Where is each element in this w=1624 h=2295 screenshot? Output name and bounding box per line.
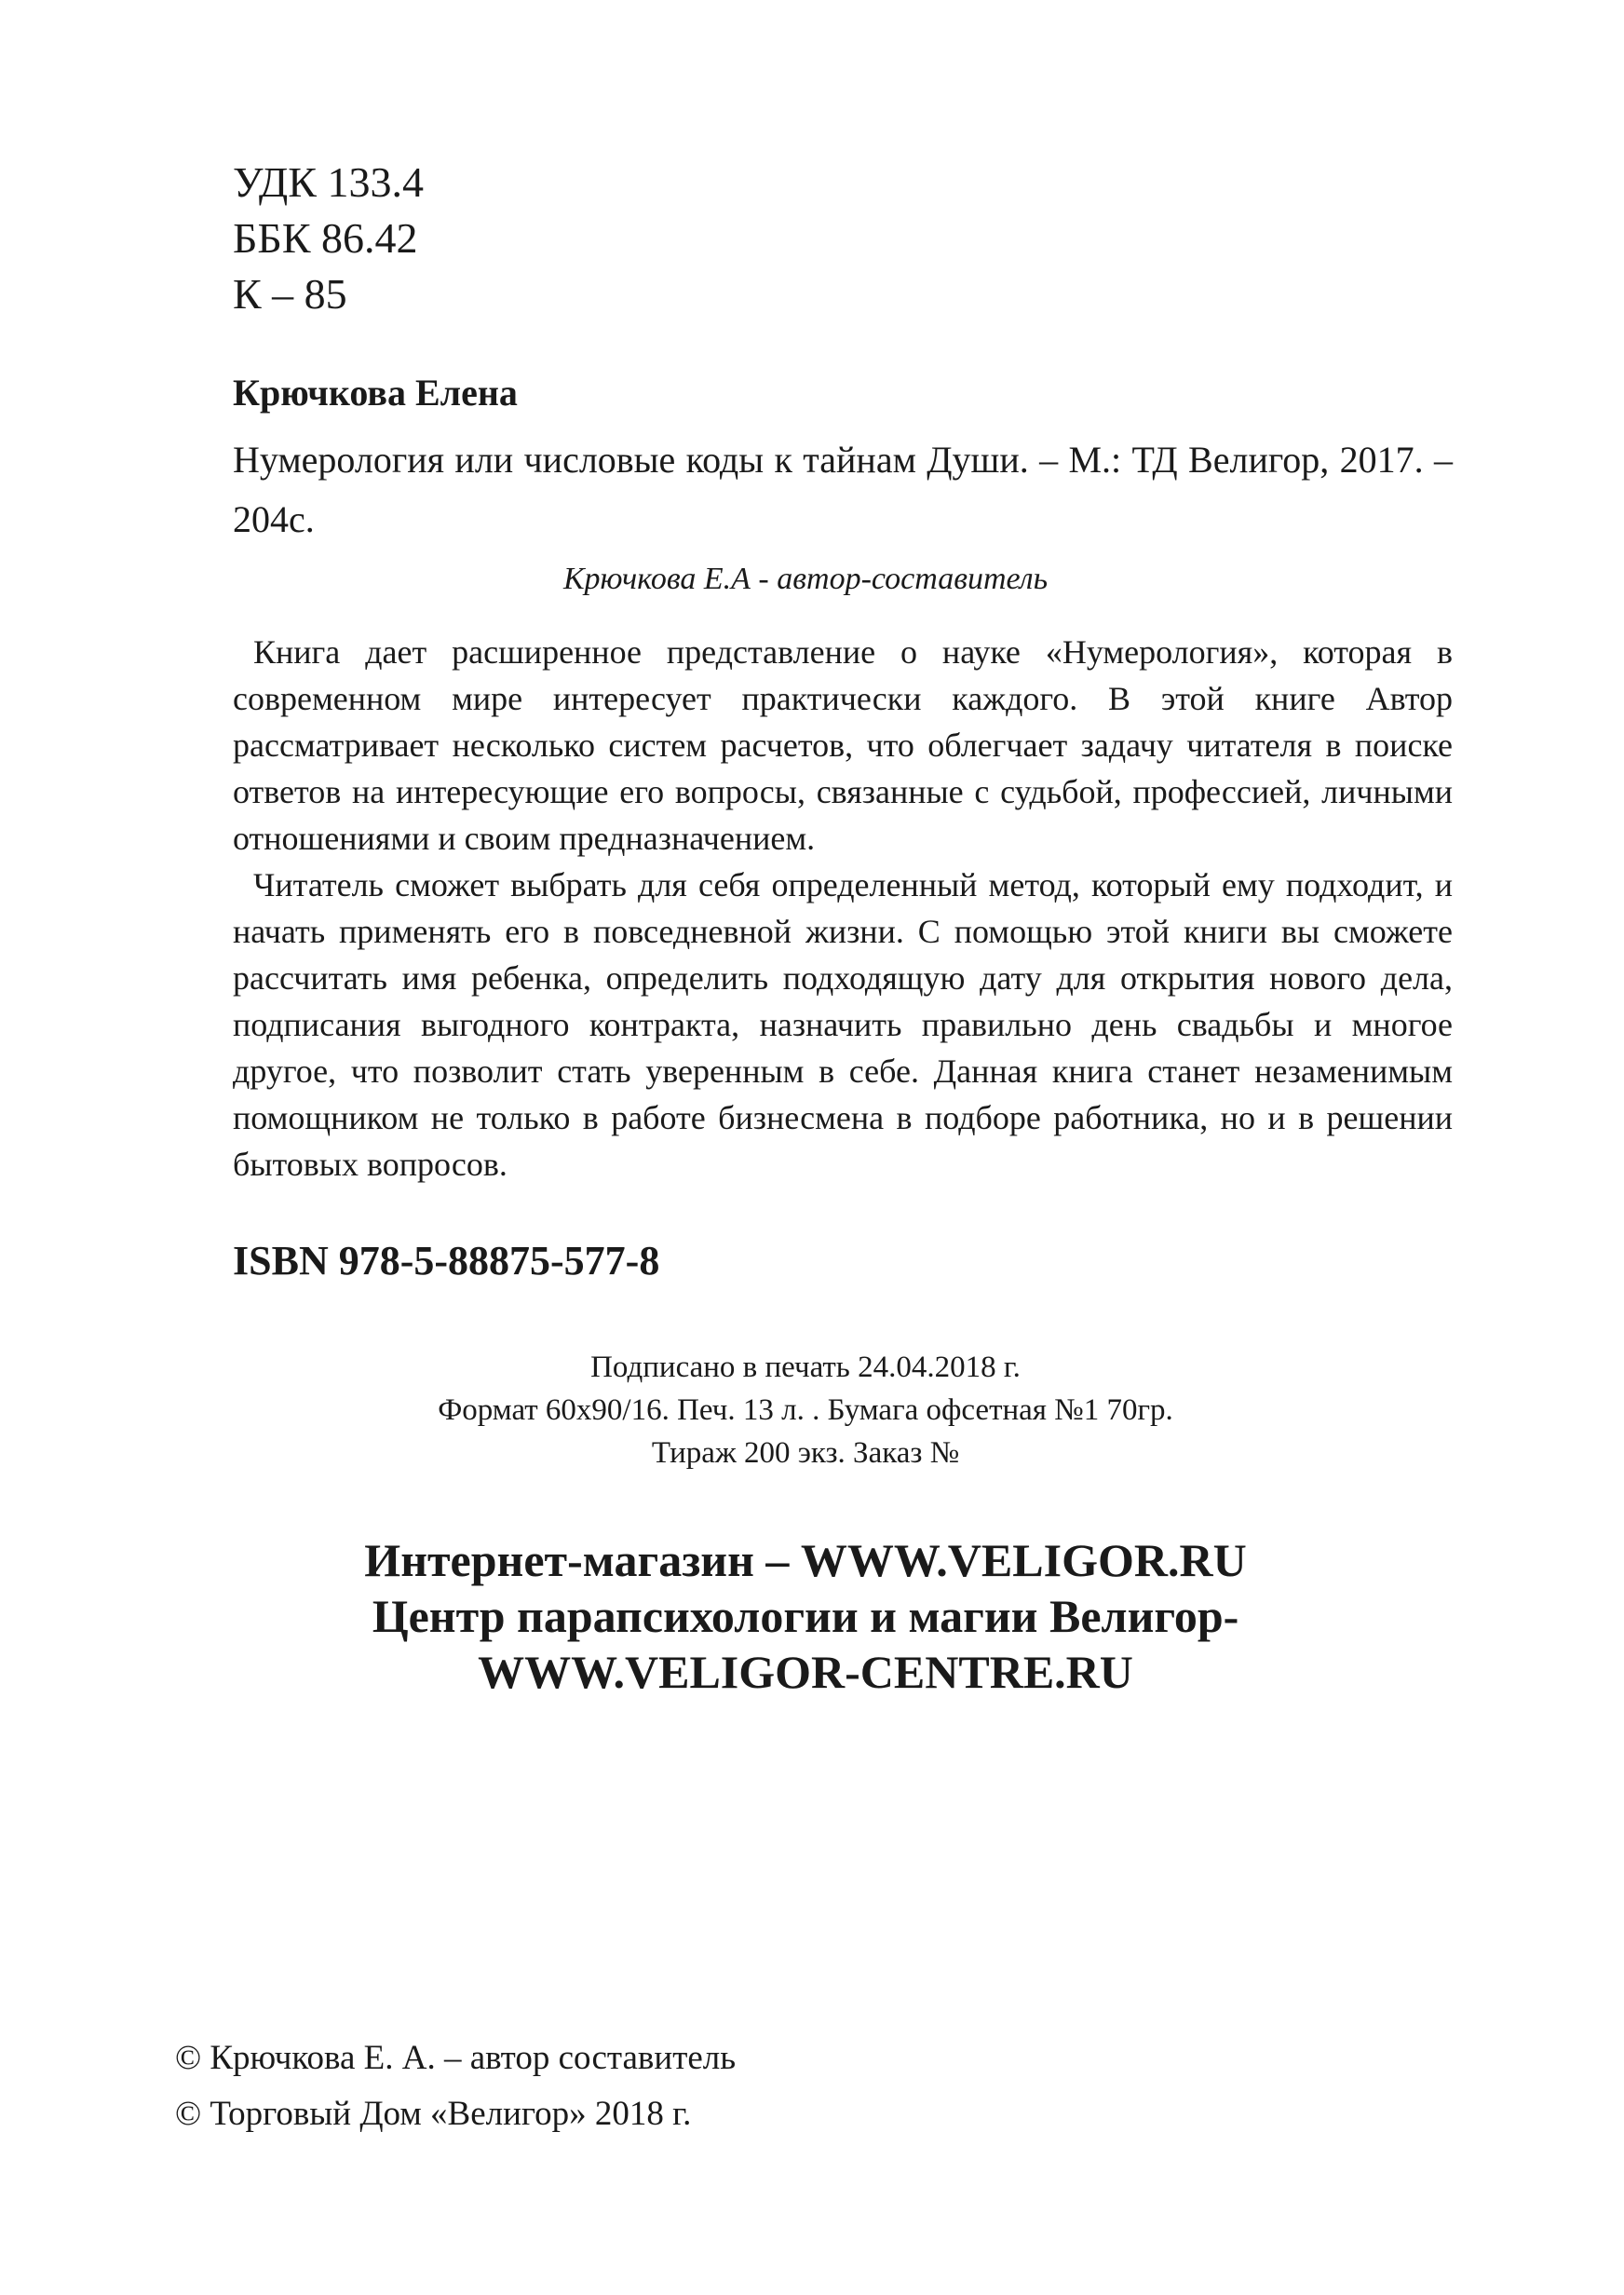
author-name: Крючкова Елена xyxy=(233,372,518,414)
print-run: Тираж 200 экз. Заказ № xyxy=(651,1436,960,1470)
print-info xyxy=(233,1346,1378,1474)
annotation xyxy=(233,629,1453,1188)
copyright-block xyxy=(175,2030,736,2142)
bbk-code: ББК 86.42 xyxy=(233,214,418,262)
copyright-author: © Крючкова Е. А. – автор составитель xyxy=(175,2039,737,2077)
center-line: Центр парапсихологии и магии Велигор- xyxy=(372,1590,1239,1642)
annotation-paragraph: Читатель сможет выбрать для себя определенный метод, который ему подходит, и начать применять его в повседневной жизни. С помощью этой книги вы сможете рассчитать имя ребенка, определить подходящую дату для открытия нового дела, подписания выгодного контракта, назначить правильно день свадьбы и многое другое, что позволит стать уверенным в себе. Данная книга станет незаменимым помощником не только в работе бизнесмена в подборе работника, но и в решении бытовых вопросов. xyxy=(233,866,1453,1183)
author-mark: К – 85 xyxy=(233,270,347,318)
copyright-publisher: © Торговый Дом «Велигор» 2018 г. xyxy=(175,2095,692,2133)
contacts xyxy=(186,1532,1425,1700)
online-shop-line: Интернет-магазин – WWW.VELIGOR.RU xyxy=(364,1534,1247,1586)
center-site-line: WWW.VELIGOR-CENTRE.RU xyxy=(478,1646,1133,1698)
print-format: Формат 60х90/16. Печ. 13 л. . Бумага офсетная №1 70гр. xyxy=(438,1393,1173,1427)
compiler-note: Крючкова Е.А - автор-составитель xyxy=(562,562,1049,596)
isbn: ISBN 978-5-88875-577-8 xyxy=(233,1238,660,1283)
udk-code: УДК 133.4 xyxy=(233,158,424,206)
annotation-paragraph: Книга дает расширенное представление о науке «Нумерология», которая в современном мире интересует практически каждого. В этой книге Автор рассматривает несколько систем расчетов, что облегчает задачу читателя в поиске ответов на интересующие его вопросы, связанные с судьбой, профессией, личными отношениями и своим предназначением. xyxy=(233,633,1453,857)
print-signed: Подписано в печать 24.04.2018 г. xyxy=(590,1351,1021,1384)
bibliographic-record: Нумерология или числовые коды к тайнам Души. – М.: ТД Велигор, 2017. – 204с. xyxy=(233,439,1453,540)
